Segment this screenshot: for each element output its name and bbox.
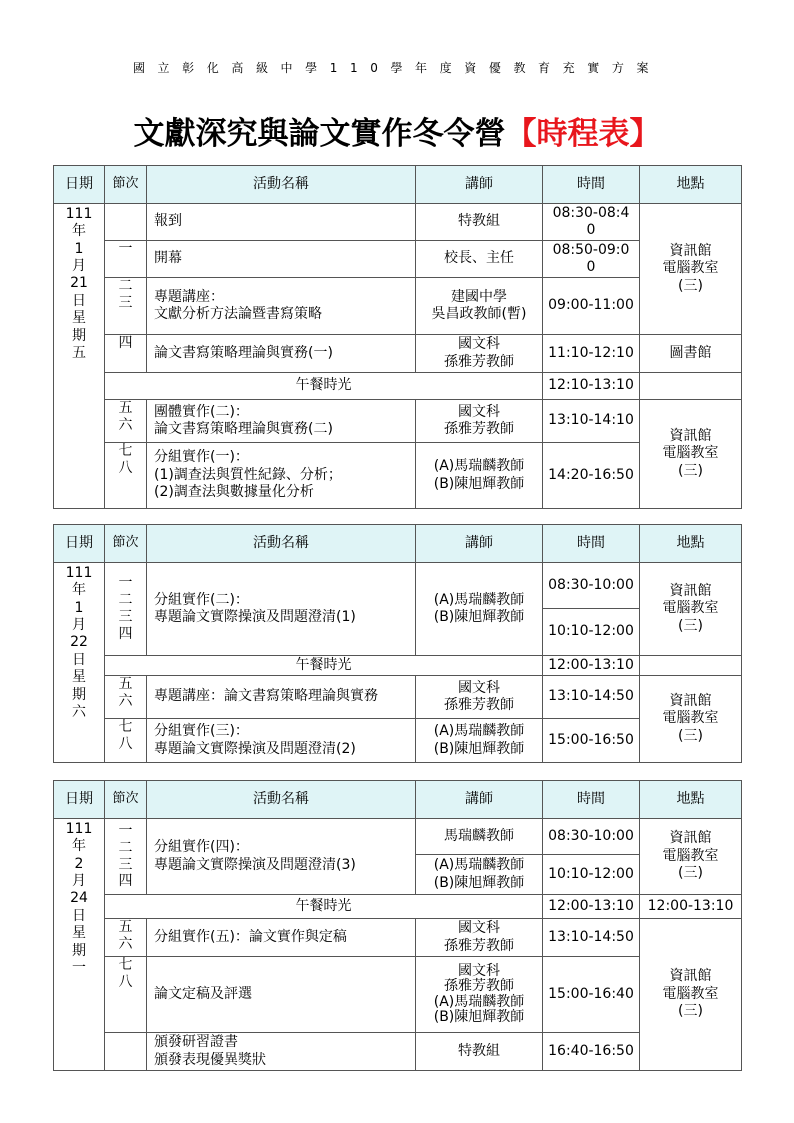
date-cell: 111 年 2 月 24 日 星 期 一	[54, 819, 105, 1071]
place-cell	[640, 373, 742, 400]
table-row	[54, 204, 742, 241]
col-place: 地點	[640, 781, 742, 819]
col-activity: 活動名稱	[147, 525, 416, 563]
teacher-cell: 國文科 孫雅芳教師	[416, 676, 543, 719]
activity-cell: 團體實作(二)： 論文書寫策略理論與實務(二)	[147, 400, 416, 443]
table-row	[54, 278, 742, 335]
session-cell: 五 六	[105, 919, 147, 957]
table-row	[54, 957, 742, 1033]
table-row	[54, 1033, 742, 1071]
time-cell: 16:40-16:50	[543, 1033, 640, 1071]
table-row	[54, 443, 742, 509]
col-session: 節次	[105, 525, 147, 563]
time-cell: 12:00-13:10	[543, 656, 640, 676]
title-main: 文獻深究與論文實作冬令營	[133, 116, 506, 152]
session-cell: 七 八	[105, 957, 147, 1033]
session-cell: 五 六	[105, 676, 147, 719]
place-cell: 資訊館 電腦教室 (三)	[640, 400, 742, 509]
table-row	[54, 676, 742, 719]
session-cell: 一 二 三 四	[105, 563, 147, 656]
place-cell: 資訊館 電腦教室 (三)	[640, 676, 742, 763]
schedule-table-day3	[53, 780, 742, 1071]
col-time: 時間	[543, 525, 640, 563]
session-cell: 四	[105, 335, 147, 373]
table-header-row	[54, 525, 742, 563]
time-cell: 15:00-16:40	[543, 957, 640, 1033]
session-cell: 一	[105, 241, 147, 278]
place-cell: 12:00-13:10	[640, 895, 742, 919]
session-cell: 一 二 三 四	[105, 819, 147, 895]
table-row	[54, 400, 742, 443]
teacher-cell: 國文科 孫雅芳教師 (A)馬瑞麟教師 (B)陳旭輝教師	[416, 957, 543, 1033]
teacher-cell: 國文科 孫雅芳教師	[416, 919, 543, 957]
activity-cell: 分組實作(五)：論文實作與定稿	[147, 919, 416, 957]
table-header-row	[54, 781, 742, 819]
time-cell: 08:50-09:0 0	[543, 241, 640, 278]
activity-cell: 論文定稿及評選	[147, 957, 416, 1033]
session-cell	[105, 1033, 147, 1071]
lunch-row	[54, 895, 742, 919]
time-cell: 08:30-10:00	[543, 819, 640, 855]
activity-cell: 頒發研習證書 頒發表現優異獎狀	[147, 1033, 416, 1071]
session-cell	[105, 204, 147, 241]
session-cell: 五 六	[105, 400, 147, 443]
teacher-cell: 建國中學 吳昌政教師(暫)	[416, 278, 543, 335]
col-time: 時間	[543, 781, 640, 819]
teacher-cell: 馬瑞麟教師	[416, 819, 543, 855]
teacher-cell: 國文科 孫雅芳教師	[416, 335, 543, 373]
time-cell: 13:10-14:10	[543, 400, 640, 443]
place-cell: 圖書館	[640, 335, 742, 373]
time-cell: 14:20-16:50	[543, 443, 640, 509]
time-cell: 08:30-10:00	[543, 563, 640, 609]
activity-cell: 專題講座：論文書寫策略理論與實務	[147, 676, 416, 719]
lunch-cell: 午餐時光	[105, 656, 543, 676]
col-date: 日期	[54, 166, 105, 204]
activity-cell: 開幕	[147, 241, 416, 278]
place-cell: 資訊館 電腦教室 (三)	[640, 919, 742, 1071]
col-teacher: 講師	[416, 166, 543, 204]
activity-cell: 分組實作(三)： 專題論文實際操演及問題澄清(2)	[147, 719, 416, 763]
time-cell: 15:00-16:50	[543, 719, 640, 763]
time-cell: 11:10-12:10	[543, 335, 640, 373]
col-teacher: 講師	[416, 525, 543, 563]
schedule-table-day1	[53, 165, 742, 509]
table-row	[54, 719, 742, 763]
table-row	[54, 819, 742, 855]
page-title	[60, 108, 734, 153]
col-session: 節次	[105, 781, 147, 819]
date-cell: 111 年 1 月 21 日 星 期 五	[54, 204, 105, 509]
time-cell: 12:10-13:10	[543, 373, 640, 400]
table-row	[54, 919, 742, 957]
teacher-cell: (A)馬瑞麟教師 (B)陳旭輝教師	[416, 563, 543, 656]
teacher-cell: 特教組	[416, 1033, 543, 1071]
table-header-row	[54, 166, 742, 204]
time-cell: 10:10-12:00	[543, 609, 640, 656]
place-cell	[640, 656, 742, 676]
lunch-row	[54, 656, 742, 676]
session-cell: 七 八	[105, 443, 147, 509]
place-cell: 資訊館 電腦教室 (三)	[640, 819, 742, 895]
activity-cell: 分組實作(四)： 專題論文實際操演及問題澄清(3)	[147, 819, 416, 895]
activity-cell: 報到	[147, 204, 416, 241]
activity-cell: 分組實作(一)： (1)調查法與質性紀錄、分析； (2)調查法與數據量化分析	[147, 443, 416, 509]
table-row	[54, 335, 742, 373]
teacher-cell: 特教組	[416, 204, 543, 241]
time-cell: 12:00-13:10	[543, 895, 640, 919]
teacher-cell: 國文科 孫雅芳教師	[416, 400, 543, 443]
session-cell: 七 八	[105, 719, 147, 763]
col-session: 節次	[105, 166, 147, 204]
session-cell: 二 三	[105, 278, 147, 335]
time-cell: 10:10-12:00	[543, 855, 640, 895]
col-activity: 活動名稱	[147, 781, 416, 819]
lunch-row	[54, 373, 742, 400]
table-row	[54, 241, 742, 278]
col-activity: 活動名稱	[147, 166, 416, 204]
col-place: 地點	[640, 166, 742, 204]
col-date: 日期	[54, 781, 105, 819]
teacher-cell: 校長、主任	[416, 241, 543, 278]
table-row	[54, 563, 742, 609]
col-time: 時間	[543, 166, 640, 204]
teacher-cell: (A)馬瑞麟教師 (B)陳旭輝教師	[416, 719, 543, 763]
col-date: 日期	[54, 525, 105, 563]
lunch-cell: 午餐時光	[105, 373, 543, 400]
place-cell: 資訊館 電腦教室 (三)	[640, 204, 742, 335]
program-header: 國立彰化高級中學110學年度資優教育充實方案	[132, 61, 662, 75]
activity-cell: 論文書寫策略理論與實務(一)	[147, 335, 416, 373]
time-cell: 13:10-14:50	[543, 919, 640, 957]
col-place: 地點	[640, 525, 742, 563]
time-cell: 09:00-11:00	[543, 278, 640, 335]
activity-cell: 專題講座： 文獻分析方法論暨書寫策略	[147, 278, 416, 335]
place-cell: 資訊館 電腦教室 (三)	[640, 563, 742, 656]
teacher-cell: (A)馬瑞麟教師 (B)陳旭輝教師	[416, 443, 543, 509]
title-highlight: 【時程表】	[505, 116, 661, 152]
teacher-cell: (A)馬瑞麟教師 (B)陳旭輝教師	[416, 855, 543, 895]
col-teacher: 講師	[416, 781, 543, 819]
date-cell: 111 年 1 月 22 日 星 期 六	[54, 563, 105, 763]
activity-cell: 分組實作(二)： 專題論文實際操演及問題澄清(1)	[147, 563, 416, 656]
schedule-table-day2	[53, 524, 742, 763]
lunch-cell: 午餐時光	[105, 895, 543, 919]
time-cell: 08:30-08:4 0	[543, 204, 640, 241]
time-cell: 13:10-14:50	[543, 676, 640, 719]
